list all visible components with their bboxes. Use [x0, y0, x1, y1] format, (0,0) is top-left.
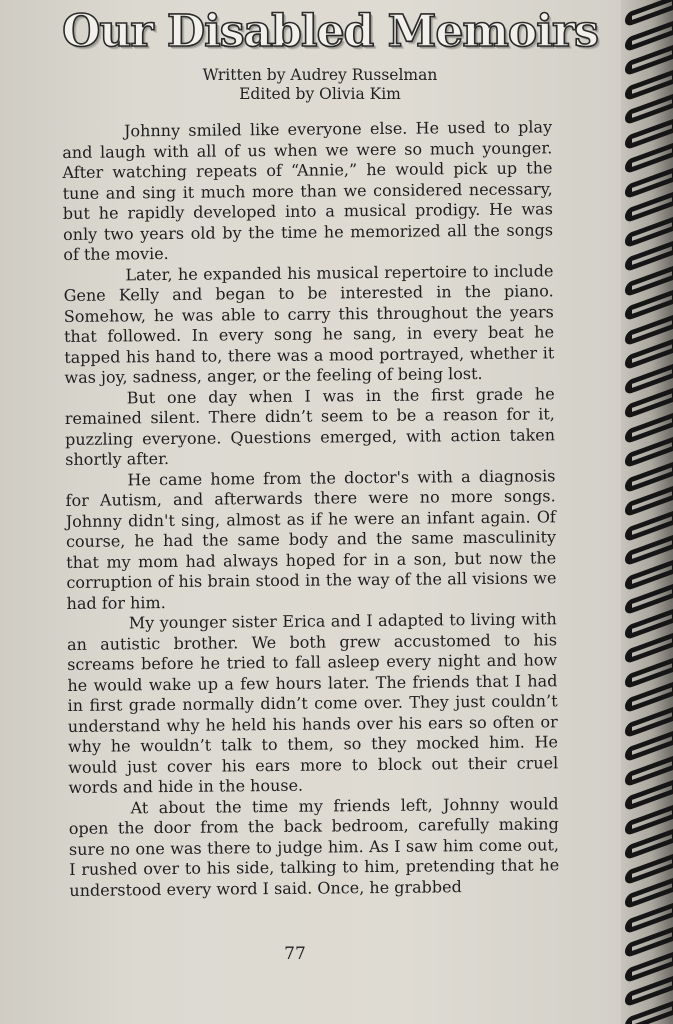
page-title: Our Disabled Memoirs	[62, 6, 598, 57]
spiral-binding	[621, 0, 673, 1024]
page-number: 77	[284, 944, 306, 964]
paragraph: My younger sister Erica and I adapted to living with an autistic brother. We both grew accustomed to his screams before he tried to fall asleep every night and how he would wake up a few hours later. The friends that I had in first grade normally didn’t come over. They just couldn’t understand why he held his hands over his ears so often or why he wouldn’t talk to them, so they mocked him. He would just cover his ears more to block out their cruel words and hide in the house.	[66, 609, 559, 797]
story-body	[62, 117, 559, 901]
paragraph: But one day when I was in the first grade he remained silent. There didn’t seem to be a reason for it, puzzling everyone. Questions emerged, with action taken shortly after.	[64, 383, 556, 469]
paragraph: He came home from the doctor's with a diagnosis for Autism, and afterwards there were no more songs. Johnny didn't sing, almost as if he were an infant again. Of course, he had the same body and the same masculinity that my mom had always hoped for in a son, but now the corruption of his brain stood in the way of the all visions we had for him.	[65, 465, 557, 613]
paragraph: At about the time my friends left, Johnny would open the door from the back bedroom, carefully making sure no one was there to judge him. As I saw him come out, I rushed over to his side, talking to him, pretending that he understood every word I said. Once, he grabbed	[68, 793, 560, 900]
paragraph: Later, he expanded his musical repertoire to include Gene Kelly and began to be interested in the piano. Somehow, he was able to carry this throughout the years that followed. In every song he sang, in every beat he tapped his hand to, there was a mood portrayed, whether it was joy, sadness, anger, or the feeling of being lost.	[63, 260, 555, 387]
paragraph: Johnny smiled like everyone else. He used to play and laugh with all of us when we were so much younger. After watching repeats of “Annie,” he would pick up the tune and sing it much more than we considered necessary, but he rapidly developed into a musical prodigy. He was only two years old by the time he memorized all the songs of the movie.	[62, 117, 554, 264]
editor-byline: Edited by Olivia Kim	[239, 85, 401, 103]
author-byline: Written by Audrey Russelman	[202, 66, 438, 84]
